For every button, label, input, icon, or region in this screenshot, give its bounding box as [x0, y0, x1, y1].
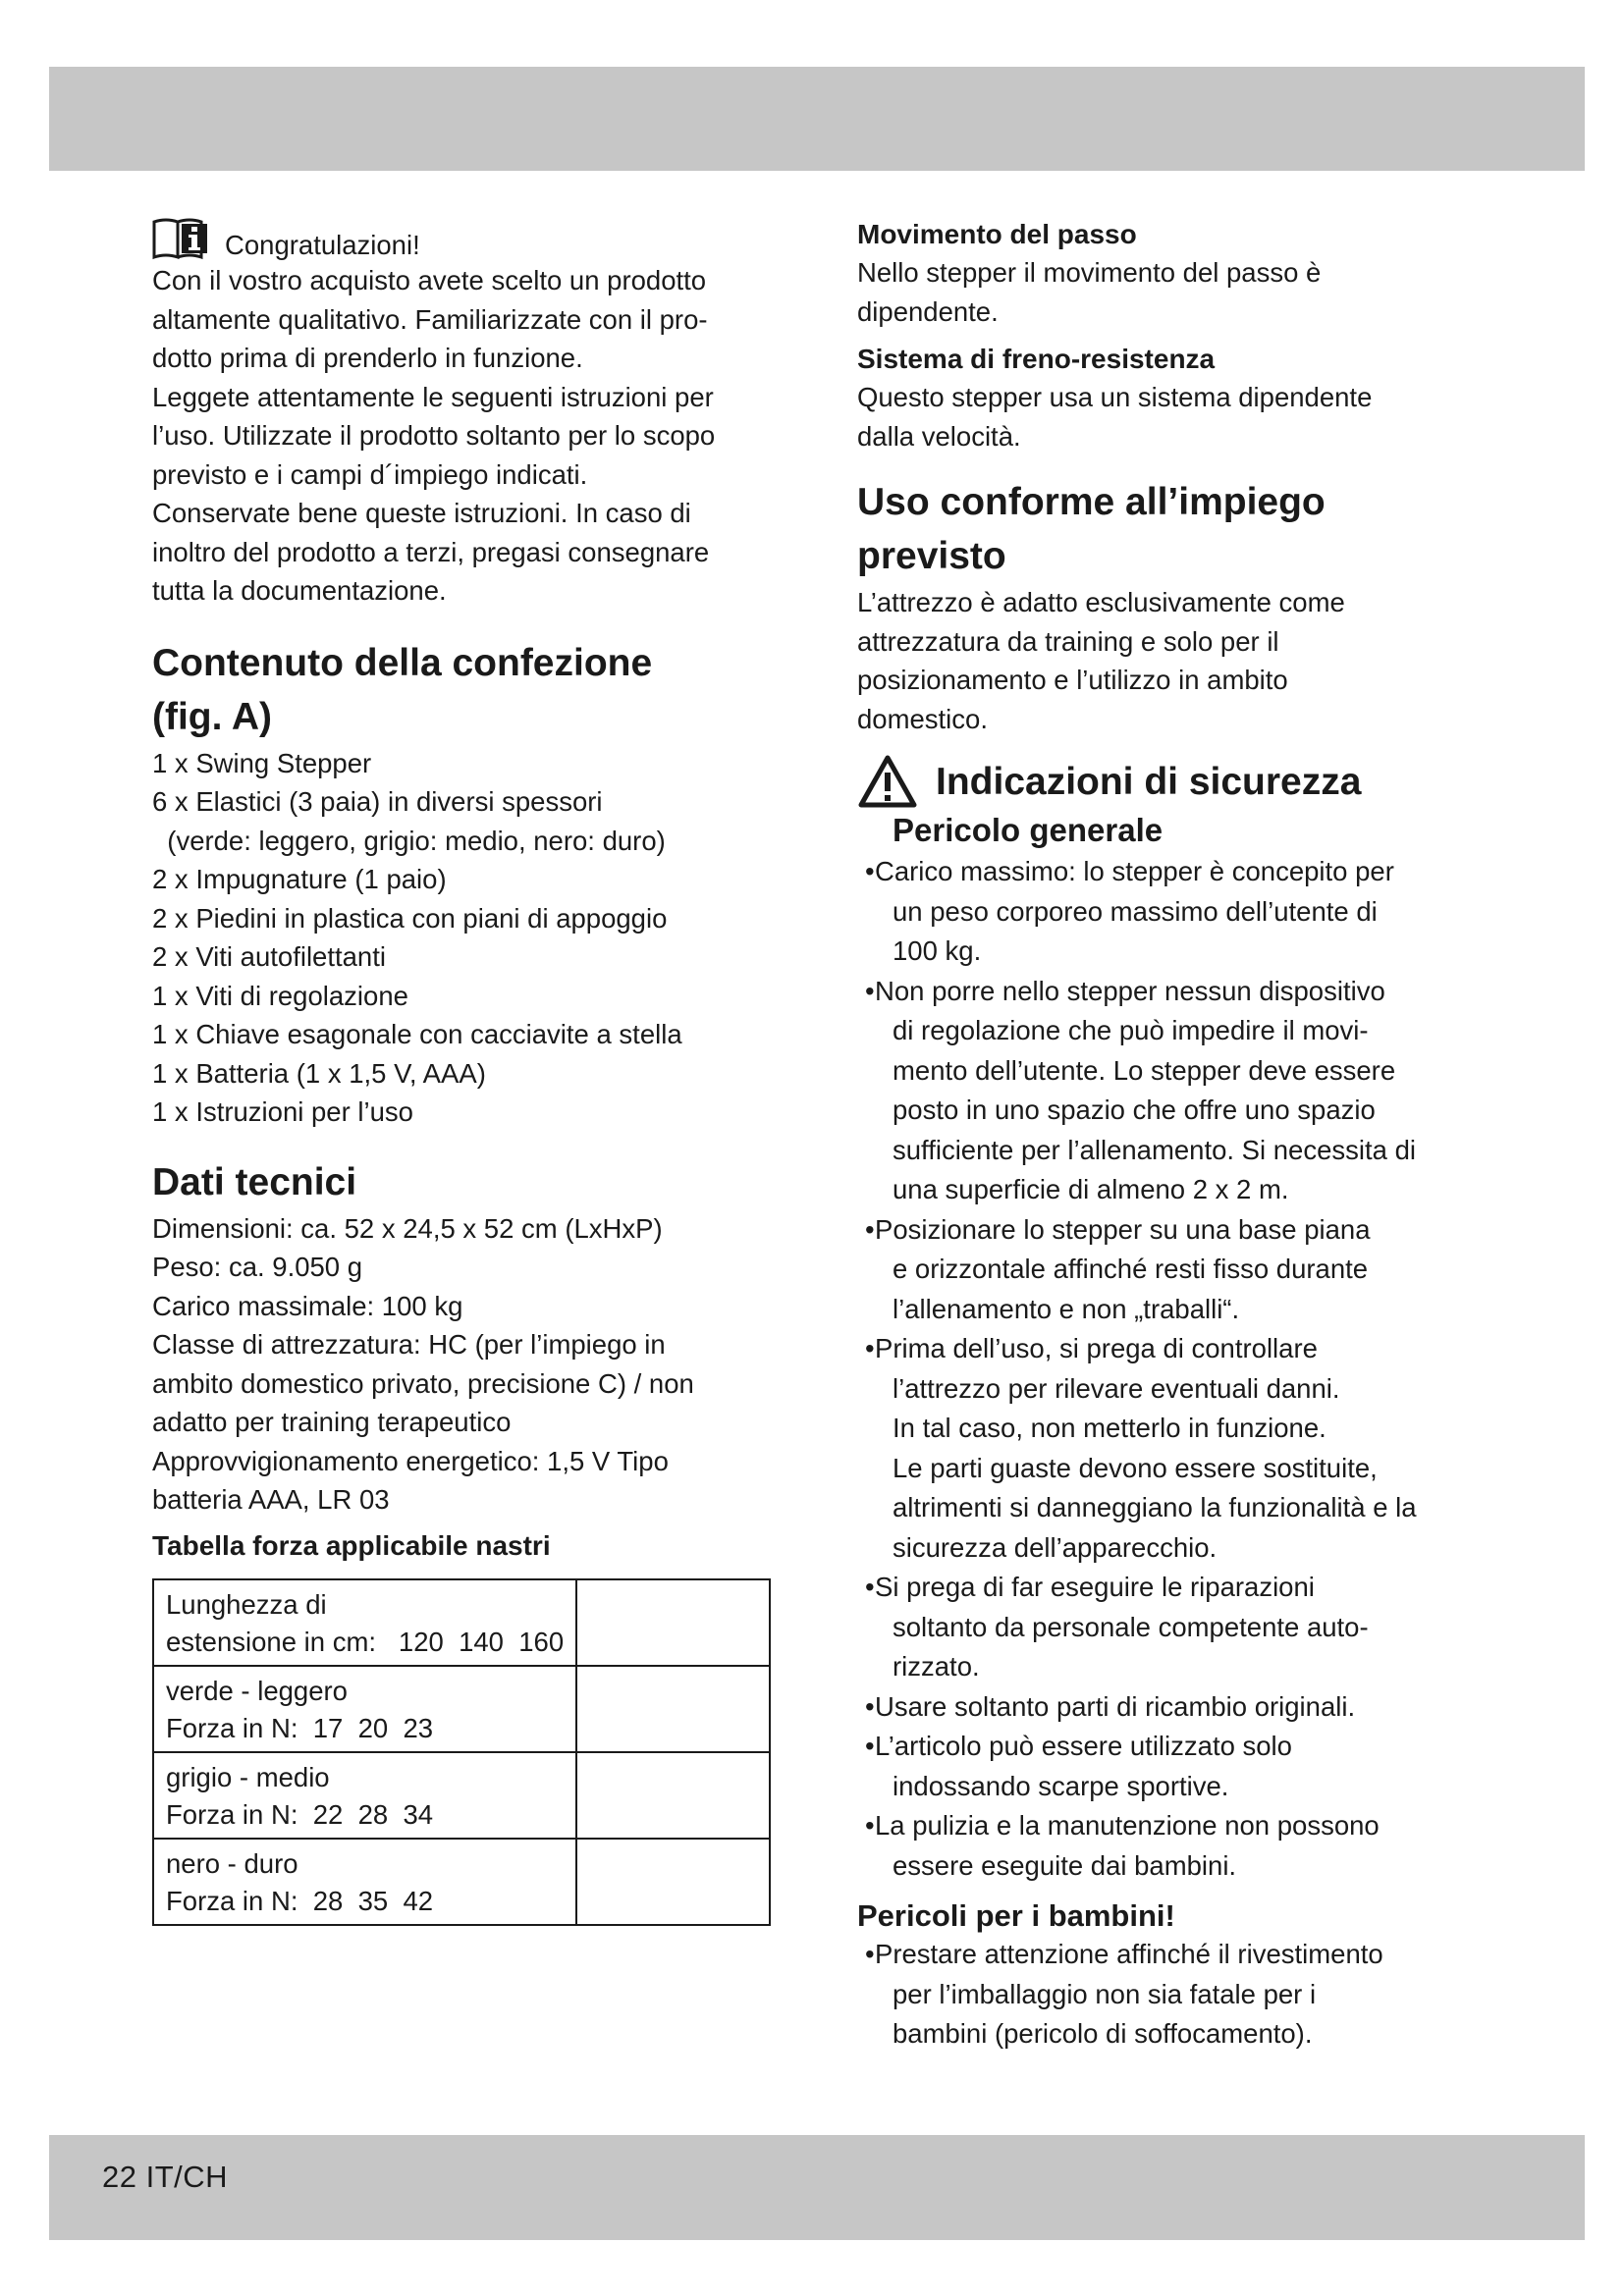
list-item: 1 x Viti di regolazione — [152, 980, 408, 1011]
intro-title: Congratulazioni! — [225, 230, 420, 260]
left-column — [152, 216, 790, 1926]
table-cell — [576, 1839, 770, 1925]
bullet-line: Usare soltanto parti di ricambio originali. — [875, 1690, 1356, 1722]
info-book-icon — [152, 218, 221, 261]
bullet-line: e orizzontale affinché resti fisso durante — [893, 1254, 1369, 1284]
bullet-line: 100 kg. — [893, 935, 982, 966]
intended-line: L’attrezzo è adatto esclusivamente come — [857, 587, 1345, 617]
bullet-line: un peso corporeo massimo dell’utente di — [893, 895, 1378, 927]
intro-line: l’uso. Utilizzate il prodotto soltanto per lo scopo — [152, 420, 716, 451]
bullet-line: per l’imballaggio non sia fatale per i — [893, 1978, 1317, 2009]
bullet-item — [857, 1329, 1486, 1568]
tech-line: Classe di attrezzatura: HC (per l’impiego in — [152, 1329, 666, 1360]
list-item: 1 x Chiave esagonale con cacciavite a stella — [152, 1019, 682, 1049]
bullet-line: essere eseguite dai bambini. — [893, 1849, 1237, 1881]
contents-list — [152, 744, 790, 1132]
bullet-item — [857, 1568, 1486, 1687]
children-bullets — [857, 1935, 1486, 2055]
contents-title: Contenuto della confezione — [152, 641, 653, 684]
bullet-line: Prima dell’uso, si prega di controllare — [875, 1333, 1318, 1363]
bullet-item — [857, 1687, 1486, 1728]
bullet-line: mento dell’utente. Lo stepper deve essere — [893, 1054, 1396, 1086]
brake-title: Sistema di freno-resistenza — [857, 344, 1216, 374]
list-item: (verde: leggero, grigio: medio, nero: duro) — [152, 825, 666, 856]
bullet-line: indossando scarpe sportive. — [893, 1770, 1229, 1801]
bullet-line: La pulizia e la manutenzione non possono — [875, 1810, 1380, 1841]
table-cell — [576, 1752, 770, 1839]
tech-title: Dati tecnici — [152, 1160, 357, 1203]
intended-use-title-2: previsto — [857, 535, 1006, 577]
tech-line: Dimensioni: ca. 52 x 24,5 x 52 cm (LxHxP) — [152, 1212, 663, 1244]
table-row — [153, 1839, 770, 1925]
row-label: verde - leggero — [166, 1675, 348, 1706]
intended-line: attrezzatura da training e solo per il — [857, 625, 1279, 657]
movement-title: Movimento del passo — [857, 219, 1137, 249]
list-item: 1 x Batteria (1 x 1,5 V, AAA) — [152, 1057, 486, 1089]
bullet-line: L’articolo può essere utilizzato solo — [875, 1731, 1292, 1761]
intro-line: tutta la documentazione. — [152, 575, 447, 606]
table-cell — [153, 1666, 576, 1752]
tech-line: batteria AAA, LR 03 — [152, 1484, 390, 1515]
list-item: 2 x Viti autofilettanti — [152, 941, 386, 972]
bullet-line: bambini (pericolo di soffocamento). — [893, 2018, 1313, 2049]
table-row — [153, 1752, 770, 1839]
bullet-line: posto in uno spazio che offre uno spazio — [893, 1095, 1376, 1125]
bullet-line: In tal caso, non metterlo in funzione. — [893, 1413, 1326, 1443]
bullet-line: Si prega di far eseguire le riparazioni — [875, 1572, 1315, 1602]
table-title: Tabella forza applicabile nastri — [152, 1529, 551, 1561]
right-column — [857, 216, 1486, 2055]
row-values: Forza in N: 22 28 34 — [166, 1798, 434, 1830]
list-item: 1 x Istruzioni per l’uso — [152, 1096, 413, 1127]
brake-line: Questo stepper usa un sistema dipendente — [857, 382, 1373, 412]
row-label: grigio - medio — [166, 1761, 330, 1792]
movement-line: dipendente. — [857, 295, 999, 327]
safety-title: Indicazioni di sicurezza — [936, 760, 1362, 803]
children-danger-title: Pericoli per i bambini! — [857, 1898, 1175, 1933]
table-cell — [153, 1579, 576, 1666]
bullet-line: sufficiente per l’allenamento. Si necessita di — [893, 1134, 1416, 1165]
intro-line: Con il vostro acquisto avete scelto un prodotto — [152, 265, 707, 295]
table-cell — [153, 1839, 576, 1925]
intro-line: previsto e i campi d´impiego indicati. — [152, 458, 588, 490]
warning-triangle-icon — [857, 754, 918, 809]
table-row — [153, 1579, 770, 1666]
tech-line: adatto per training terapeutico — [152, 1407, 512, 1437]
safety-heading — [857, 754, 1486, 809]
header-label: Lunghezza di — [166, 1588, 327, 1620]
list-item: 2 x Piedini in plastica con piani di appoggio — [152, 902, 668, 934]
list-item: 2 x Impugnature (1 paio) — [152, 864, 447, 894]
bullet-line: l’attrezzo per rilevare eventuali danni. — [893, 1372, 1340, 1404]
bullet-line: Carico massimo: lo stepper è concepito per — [875, 856, 1394, 886]
bullet-line: soltanto da personale competente auto- — [893, 1611, 1369, 1642]
intended-line: posizionamento e l’utilizzo in ambito — [857, 665, 1288, 695]
tech-line: Carico massimale: 100 kg — [152, 1290, 463, 1321]
bullet-line: sicurezza dell’apparecchio. — [893, 1531, 1218, 1563]
header-values: estensione in cm: 120 140 160 — [166, 1626, 565, 1657]
contents-title-fig: (fig. A) — [152, 695, 273, 738]
row-values: Forza in N: 17 20 23 — [166, 1712, 434, 1743]
intro-line: dotto prima di prenderlo in funzione. — [152, 343, 583, 373]
intro-line: inoltro del prodotto a terzi, pregasi consegnare — [152, 536, 710, 567]
bullet-line: Le parti guaste devono essere sostituite, — [893, 1452, 1378, 1483]
bullet-line: rizzato. — [893, 1651, 980, 1682]
bullet-line: altrimenti si danneggiano la funzionalità e la — [893, 1492, 1417, 1522]
bullet-item — [857, 1935, 1486, 2055]
row-label: nero - duro — [166, 1847, 298, 1879]
bullet-item — [857, 1806, 1486, 1886]
footer-band — [49, 2135, 1585, 2240]
force-table — [152, 1578, 771, 1926]
brake-line: dalla velocità. — [857, 420, 1021, 452]
bullet-line: una superficie di almeno 2 x 2 m. — [893, 1174, 1289, 1204]
bullet-line: l’allenamento e non „traballi“. — [893, 1293, 1240, 1324]
intro-line: Conservate bene queste istruzioni. In caso di — [152, 498, 691, 528]
header-band — [49, 67, 1585, 171]
bullet-line: di regolazione che può impedire il movi- — [893, 1015, 1369, 1045]
page-number: 22 IT/CH — [102, 2160, 229, 2194]
table-cell — [576, 1579, 770, 1666]
tech-line: Approvvigionamento energetico: 1,5 V Tipo — [152, 1445, 669, 1476]
intro-heading — [152, 216, 790, 261]
list-item: 6 x Elastici (3 paia) in diversi spessori — [152, 786, 603, 817]
table-row — [153, 1666, 770, 1752]
bullet-item — [857, 972, 1486, 1210]
bullet-line: Posizionare lo stepper su una base piana — [875, 1213, 1371, 1245]
tech-line: ambito domestico privato, precisione C) / non — [152, 1367, 694, 1399]
row-values: Forza in N: 28 35 42 — [166, 1885, 434, 1916]
movement-line: Nello stepper il movimento del passo è — [857, 257, 1322, 288]
intro-line: Leggete attentamente le seguenti istruzioni per — [152, 381, 714, 412]
bullet-item — [857, 852, 1486, 972]
intended-use-title: Uso conforme all’impiego — [857, 481, 1326, 523]
safety-bullets — [857, 852, 1486, 1886]
bullet-item — [857, 1727, 1486, 1806]
intended-line: domestico. — [857, 703, 988, 734]
general-danger-subtitle: Pericolo generale — [893, 812, 1164, 848]
tech-line: Peso: ca. 9.050 g — [152, 1252, 363, 1282]
intro-line: altamente qualitativo. Familiarizzate con il pro- — [152, 303, 708, 335]
table-cell — [576, 1666, 770, 1752]
table-cell — [153, 1752, 576, 1839]
bullet-item — [857, 1210, 1486, 1330]
list-item: 1 x Swing Stepper — [152, 747, 372, 778]
bullet-line: Non porre nello stepper nessun dispositivo — [875, 975, 1385, 1006]
bullet-line: Prestare attenzione affinché il rivestimento — [875, 1939, 1383, 1969]
